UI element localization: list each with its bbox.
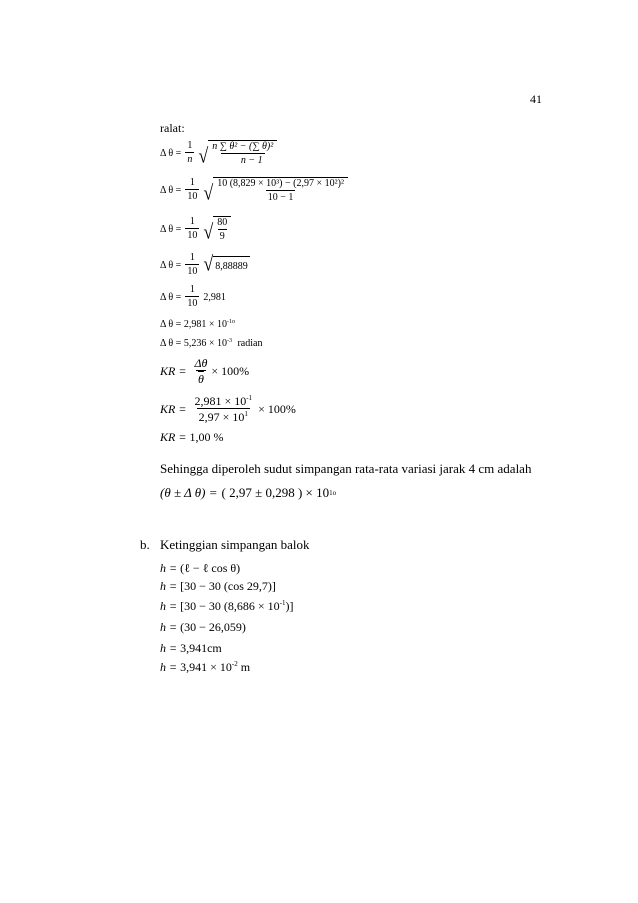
formula-radical bbox=[198, 140, 277, 166]
step4-fraction bbox=[185, 253, 199, 277]
sqrt-icon: √ bbox=[203, 252, 214, 276]
formula-radical-fraction bbox=[210, 142, 275, 166]
ralat-label: ralat: bbox=[160, 121, 185, 135]
step3-radical-fraction bbox=[215, 218, 229, 242]
step5-lhs: Δ θ = bbox=[160, 291, 182, 303]
formula-frac-num: 1 bbox=[187, 140, 193, 151]
step6-lhs: Δ θ = bbox=[160, 319, 182, 330]
sqrt-icon: √ bbox=[203, 181, 214, 205]
substituted-frac-den: 10 bbox=[187, 191, 198, 202]
step3-lhs: Δ θ = bbox=[160, 223, 182, 235]
kr1-num: Δθ bbox=[194, 356, 208, 370]
kr3-value: 1,00 % bbox=[189, 430, 224, 444]
h5-expr: 3,941cm bbox=[180, 641, 222, 655]
formula-rad-num: n ∑ θ² − (∑ θ)² bbox=[212, 141, 274, 152]
h3-expr-pre: [30 − 30 (8,686 × 10 bbox=[180, 599, 280, 613]
height-line-6 bbox=[160, 660, 250, 675]
formula-rad-den: n − 1 bbox=[221, 153, 265, 166]
step4-frac-num: 1 bbox=[189, 252, 195, 263]
formula-frac-den: n bbox=[187, 154, 193, 165]
step3-fraction bbox=[185, 217, 199, 241]
kr1-rhs: × 100% bbox=[211, 363, 250, 378]
h5-lhs: h = bbox=[160, 641, 178, 655]
kr2-den bbox=[197, 408, 250, 423]
h6-expr-post: m bbox=[237, 660, 251, 674]
substituted-radical-fraction bbox=[215, 179, 346, 203]
delta-theta-formula bbox=[160, 140, 277, 166]
h2-expr: [30 − 30 (cos 29,7)] bbox=[180, 579, 276, 593]
height-line-3 bbox=[160, 599, 293, 614]
kr2-den-exp: 1 bbox=[244, 410, 248, 418]
kr3-lhs: KR = bbox=[160, 430, 187, 444]
kr2-num-exp: -1 bbox=[246, 394, 253, 402]
sqrt-icon: √ bbox=[203, 220, 214, 244]
kr2-den-mantissa: 2,97 × 10 bbox=[198, 410, 245, 424]
step4-lhs: Δ θ = bbox=[160, 259, 182, 271]
formula-lhs: Δ θ = bbox=[160, 147, 182, 159]
substituted-radical bbox=[203, 177, 348, 203]
substituted-frac-num: 1 bbox=[189, 177, 195, 188]
kr1-fraction bbox=[192, 357, 209, 385]
step7-lhs: Δ θ = bbox=[160, 338, 182, 349]
step4-frac-den: 10 bbox=[187, 266, 198, 277]
step5-fraction bbox=[185, 285, 199, 309]
kr-result bbox=[160, 430, 223, 445]
height-line-5 bbox=[160, 641, 222, 656]
conclusion-value: ( 2,97 ± 0,298 ) × 10 bbox=[221, 485, 330, 500]
conclusion-lhs: (θ ± Δ θ) = bbox=[160, 485, 218, 500]
kr-formula bbox=[160, 357, 249, 385]
h6-lhs: h = bbox=[160, 660, 178, 674]
step3-rad-den: 9 bbox=[219, 231, 225, 242]
delta-theta-step6 bbox=[160, 319, 235, 330]
step6-mantissa: 2,981 × 10 bbox=[183, 319, 227, 330]
conclusion-result: (θ ± Δ θ) = ( 2,97 ± 0,298 ) × 10 1 o bbox=[160, 485, 337, 500]
step6-exponent: -1 bbox=[226, 319, 232, 325]
h6-exp: -2 bbox=[231, 660, 238, 668]
h3-exp: -1 bbox=[279, 599, 286, 607]
page-number: 41 bbox=[530, 92, 542, 106]
kr2-num bbox=[192, 395, 254, 408]
step7-unit: radian bbox=[237, 338, 263, 349]
h3-expr-post: )] bbox=[285, 599, 294, 613]
kr2-lhs: KR = bbox=[160, 401, 187, 416]
conclusion-sentence: Sehingga diperoleh sudut simpangan rata-rata variasi jarak 4 cm adalah bbox=[160, 461, 532, 476]
h2-lhs: h = bbox=[160, 579, 178, 593]
h4-lhs: h = bbox=[160, 620, 178, 634]
step5-value: 2,981 bbox=[203, 291, 226, 303]
h6-expr-pre: 3,941 × 10 bbox=[180, 660, 232, 674]
delta-theta-substituted bbox=[160, 177, 348, 203]
step3-frac-num: 1 bbox=[189, 216, 195, 227]
sqrt-icon: √ bbox=[198, 144, 209, 168]
step5-frac-den: 10 bbox=[187, 298, 198, 309]
kr2-num-mantissa: 2,981 × 10 bbox=[194, 394, 247, 408]
step6-degree: o bbox=[231, 319, 235, 325]
step7-exponent: -3 bbox=[226, 338, 232, 344]
step4-rad-value: 8,88889 bbox=[213, 256, 250, 274]
step3-frac-den: 10 bbox=[187, 230, 198, 241]
kr2-fraction bbox=[192, 395, 254, 423]
step5-frac-num: 1 bbox=[189, 284, 195, 295]
formula-fraction bbox=[185, 141, 194, 165]
h4-expr: (30 − 26,059) bbox=[180, 620, 246, 634]
delta-theta-step5 bbox=[160, 285, 226, 309]
delta-theta-step7 bbox=[160, 338, 262, 349]
section-b-title: Ketinggian simpangan balok bbox=[160, 537, 310, 552]
delta-theta-step3 bbox=[160, 216, 231, 242]
h1-expr: (ℓ − ℓ cos θ) bbox=[180, 561, 241, 575]
kr-substituted bbox=[160, 395, 296, 423]
kr1-lhs: KR = bbox=[160, 363, 187, 378]
height-line-2 bbox=[160, 579, 276, 594]
substituted-lhs: Δ θ = bbox=[160, 184, 182, 196]
h3-lhs: h = bbox=[160, 599, 178, 613]
substituted-fraction bbox=[185, 178, 199, 202]
kr1-den: θ bbox=[197, 372, 204, 386]
delta-theta-step4 bbox=[160, 253, 250, 277]
h1-lhs: h = bbox=[160, 561, 178, 575]
step7-mantissa: 5,236 × 10 bbox=[183, 338, 227, 349]
height-line-4 bbox=[160, 620, 246, 635]
section-b-marker: b. bbox=[140, 537, 150, 552]
step3-rad-num: 80 bbox=[217, 217, 228, 228]
step4-radical bbox=[203, 252, 249, 276]
step3-radical bbox=[203, 216, 231, 242]
substituted-rad-num: 10 (8,829 × 10³) − (2,97 × 10²)² bbox=[217, 178, 344, 189]
kr2-rhs: × 100% bbox=[258, 401, 296, 416]
substituted-rad-den: 10 − 1 bbox=[267, 192, 294, 203]
height-line-1 bbox=[160, 561, 240, 576]
